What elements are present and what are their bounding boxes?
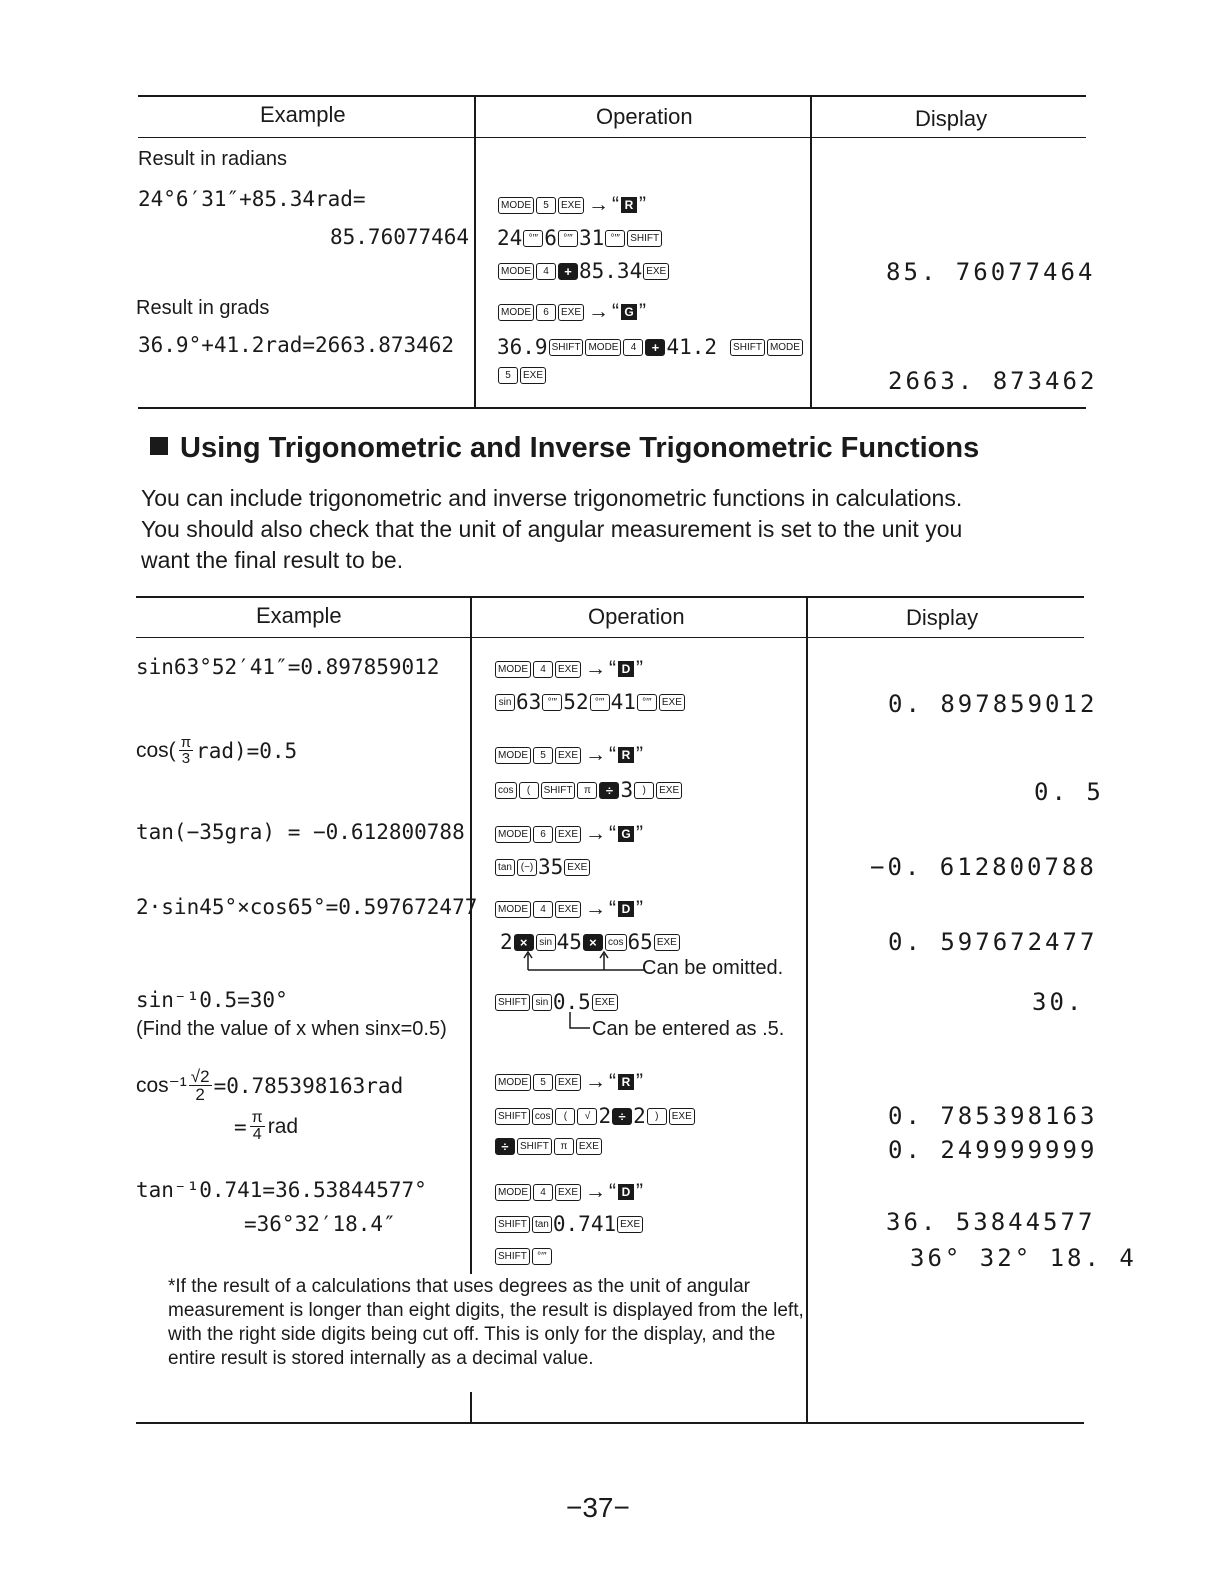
acos-text: cos⁻¹	[136, 1074, 187, 1097]
acos-op-line1: MODE 5 EXE → “ R ”	[494, 1070, 643, 1094]
page-number: −37−	[566, 1492, 630, 1523]
asin-expression: sin⁻¹0.5=30°	[136, 988, 288, 1012]
deg-indicator: D	[618, 1184, 634, 1200]
multiply-key: ×	[514, 934, 534, 951]
mode-key: MODE	[495, 661, 531, 678]
cos-key: cos	[495, 782, 517, 799]
shift-key: SHIFT	[495, 1248, 530, 1265]
sin-expression: sin63°52′41″=0.897859012	[136, 655, 440, 679]
fraction-denominator: 3	[181, 750, 191, 767]
omit-note: Can be omitted.	[642, 957, 784, 979]
op-number: 6	[544, 226, 557, 250]
digit-key: 4	[623, 339, 643, 356]
atan-expression: tan⁻¹0.741=36.53844577°	[136, 1178, 427, 1202]
arrow-icon: →	[585, 657, 607, 680]
multiply-key: ×	[583, 934, 603, 951]
exe-key: EXE	[520, 367, 546, 384]
op-number: 31	[578, 226, 605, 250]
atan-display-2: 36° 32° 18. 4	[910, 1244, 1137, 1272]
sqrt-key: √	[577, 1108, 597, 1125]
exe-key: EXE	[576, 1138, 602, 1155]
fraction	[179, 735, 193, 766]
open-paren-key: (	[555, 1108, 575, 1125]
pi-key: π	[577, 782, 597, 799]
tan-expression: tan(−35gra) = −0.612800788	[136, 820, 465, 844]
arrow-icon: →	[585, 1070, 607, 1093]
tan-display: −0. 612800788	[870, 853, 1097, 881]
omit-pointer-icon	[520, 950, 650, 972]
divide-key: ÷	[612, 1108, 632, 1125]
rad-indicator: R	[618, 1074, 634, 1090]
mode-key: MODE	[767, 339, 803, 356]
table2-header-example: Example	[256, 603, 342, 628]
digit-key: 6	[533, 826, 553, 843]
op-number: 2	[598, 1104, 612, 1128]
exe-key: EXE	[659, 694, 685, 711]
op-number: 24	[497, 226, 523, 250]
sin-display: 0. 897859012	[888, 690, 1098, 718]
square-bullet-icon	[150, 437, 168, 455]
section-title-text: Using Trigonometric and Inverse Trigonometric Functions	[180, 432, 980, 464]
mode-key: MODE	[498, 197, 534, 214]
exe-key: EXE	[555, 826, 581, 843]
exe-key: EXE	[555, 661, 581, 678]
section-title	[150, 432, 979, 465]
op-number: 2	[500, 930, 513, 954]
divide-key: ÷	[495, 1138, 515, 1155]
atan-op-line3	[494, 1248, 553, 1265]
divide-key: ÷	[599, 782, 619, 799]
grads-label: Result in grads	[136, 297, 270, 319]
exe-key: EXE	[669, 1108, 695, 1125]
op-number: 45	[556, 930, 582, 954]
shift-key: SHIFT	[730, 339, 765, 356]
table2-col-divider-1-bottom	[470, 1392, 472, 1422]
atan-display-1: 36. 53844577	[886, 1208, 1096, 1236]
asin-op	[494, 990, 619, 1014]
fraction	[189, 1068, 212, 1103]
arrow-icon: →	[585, 1180, 607, 1203]
shift-key: SHIFT	[495, 1216, 530, 1233]
op-number: 35	[538, 855, 564, 879]
arrow-icon: →	[585, 897, 607, 920]
tan-op-line2	[494, 855, 591, 879]
radians-display: 85. 76077464	[886, 258, 1096, 286]
exe-key: EXE	[555, 1074, 581, 1091]
mode-key: MODE	[495, 747, 531, 764]
exe-key: EXE	[654, 934, 680, 951]
exe-key: EXE	[617, 1216, 643, 1233]
table2-col-divider-1	[470, 596, 472, 1274]
table1-col-divider-1	[474, 95, 476, 407]
cos-text-post: rad)=0.5	[196, 738, 298, 763]
acos-expression	[136, 1068, 403, 1103]
entered-note: Can be entered as .5.	[592, 1018, 785, 1040]
digit-key: 4	[536, 263, 556, 280]
acos-text-post: =0.785398163rad	[213, 1073, 404, 1098]
radians-op-line2	[497, 226, 663, 250]
footnote: *If the result of a calculations that uses degrees as the unit of angular measurement is longer than eight digits, the result is displayed from the left, with the right side digits being cut off. This is only for the display, and the entire result is stored internally as a decimal value.	[168, 1276, 804, 1369]
dms-key: °′″	[532, 1248, 552, 1265]
deg-indicator: D	[618, 661, 634, 677]
exe-key: EXE	[555, 901, 581, 918]
arrow-icon: →	[588, 300, 610, 323]
cos-op-line1: MODE 5 EXE → “ R ”	[494, 743, 643, 767]
table2-header-operation: Operation	[588, 604, 685, 629]
cos-text: cos(	[136, 738, 176, 762]
cos-op-line2	[494, 778, 683, 802]
intro-line-2: You should also check that the unit of angular measurement is set to the unit you	[141, 516, 963, 542]
op-number: 85.34	[579, 259, 643, 283]
digit-key: 4	[533, 901, 553, 918]
op-number: 2	[633, 1104, 646, 1128]
arrow-icon: →	[585, 822, 607, 845]
table2-header-divider	[136, 637, 1084, 638]
mode-key: MODE	[495, 1184, 531, 1201]
grads-op-line3	[497, 367, 547, 384]
atan-op-line1: MODE 4 EXE → “ D ”	[494, 1180, 643, 1204]
digit-key: 4	[533, 1184, 553, 1201]
product-op-line1: MODE 4 EXE → “ D ”	[494, 897, 643, 921]
cos-key: cos	[605, 934, 627, 951]
shift-key: SHIFT	[495, 1108, 530, 1125]
table1-col-divider-2	[810, 95, 812, 407]
product-display: 0. 597672477	[888, 928, 1098, 956]
gra-indicator: G	[621, 304, 637, 320]
plus-key: +	[645, 339, 665, 356]
tan-key: tan	[532, 1216, 552, 1233]
tan-op-line1: MODE 6 EXE → “ G ”	[494, 822, 643, 846]
deg-indicator: D	[618, 901, 634, 917]
table1-bottom-border	[138, 407, 1086, 409]
table1-header-display: Display	[915, 106, 988, 131]
cos-display: 0. 5	[1034, 778, 1104, 806]
negative-key: (−)	[517, 859, 537, 876]
asin-subtext: (Find the value of x when sinx=0.5)	[136, 1018, 447, 1040]
digit-key: 5	[536, 197, 556, 214]
radians-op-line1: MODE 5 EXE → “ R ”	[497, 193, 646, 217]
dms-key: °′″	[542, 694, 562, 711]
digit-key: 5	[498, 367, 518, 384]
gra-indicator: G	[618, 826, 634, 842]
table1-header-operation: Operation	[596, 104, 693, 129]
table1-header-divider	[138, 137, 1086, 138]
exe-key: EXE	[555, 1184, 581, 1201]
acos-op-line2	[494, 1104, 696, 1128]
digit-key: 6	[536, 304, 556, 321]
dms-key: °′″	[523, 230, 543, 247]
dms-key: °′″	[558, 230, 578, 247]
mode-key: MODE	[498, 304, 534, 321]
radians-label: Result in radians	[138, 148, 287, 170]
sin-key: sin	[532, 994, 552, 1011]
mode-key: MODE	[498, 263, 534, 280]
op-number: 52	[563, 690, 589, 714]
intro-line-3: want the final result to be.	[141, 547, 404, 573]
sin-key: sin	[536, 934, 556, 951]
shift-key: SHIFT	[541, 782, 576, 799]
shift-key: SHIFT	[517, 1138, 552, 1155]
shift-key: SHIFT	[549, 339, 584, 356]
op-number: 0.5	[552, 990, 591, 1014]
mode-key: MODE	[495, 901, 531, 918]
acos-op-line3	[494, 1138, 603, 1155]
exe-key: EXE	[592, 994, 618, 1011]
shift-key: SHIFT	[495, 994, 530, 1011]
sin-op-line2	[494, 690, 686, 714]
exe-key: EXE	[656, 782, 682, 799]
table2-header-display: Display	[906, 605, 979, 630]
exe-key: EXE	[558, 197, 584, 214]
atan-op-line2	[494, 1212, 644, 1236]
shift-key: SHIFT	[627, 230, 662, 247]
table2-top-border	[136, 596, 1084, 598]
plus-key: +	[558, 263, 578, 280]
asin-display: 30.	[1032, 988, 1085, 1016]
fraction	[250, 1110, 265, 1143]
op-number: 41	[610, 690, 636, 714]
grads-op-line2	[497, 335, 804, 359]
rad-indicator: R	[621, 197, 637, 213]
pi-key: π	[554, 1138, 574, 1155]
cos-key: cos	[532, 1108, 554, 1125]
exe-key: EXE	[643, 263, 669, 280]
fraction-numerator: π	[180, 734, 192, 751]
mode-key: MODE	[495, 826, 531, 843]
op-number: 36.9	[497, 335, 548, 359]
close-paren-key: )	[634, 782, 654, 799]
cos-expression	[136, 735, 297, 766]
acos-display-1: 0. 785398163	[888, 1102, 1098, 1130]
mode-key: MODE	[585, 339, 621, 356]
product-expression: 2·sin45°×cos65°=0.597672477	[136, 895, 478, 919]
mode-key: MODE	[495, 1074, 531, 1091]
arrow-icon: →	[588, 193, 610, 216]
sin-key: sin	[495, 694, 515, 711]
fraction-denominator: 4	[252, 1126, 262, 1143]
dms-key: °′″	[590, 694, 610, 711]
dms-key: °′″	[605, 230, 625, 247]
table1-top-border	[138, 95, 1086, 97]
arrow-icon: →	[585, 743, 607, 766]
equals-text: =	[234, 1114, 247, 1139]
acos-display-2: 0. 249999999	[888, 1136, 1098, 1164]
acos-expression-line2	[234, 1110, 298, 1143]
op-number: 41.2	[666, 335, 718, 359]
fraction-denominator: 2	[195, 1085, 205, 1104]
entered-pointer-icon	[566, 1010, 592, 1032]
close-paren-key: )	[647, 1108, 667, 1125]
digit-key: 5	[533, 1074, 553, 1091]
rad-indicator: R	[618, 747, 634, 763]
op-number: 3	[620, 778, 634, 802]
digit-key: 5	[533, 747, 553, 764]
radians-expression: 24°6′31″+85.34rad=	[138, 187, 366, 211]
exe-key: EXE	[558, 304, 584, 321]
op-number: 63	[516, 690, 542, 714]
op-number: 0.741	[552, 1212, 617, 1236]
tan-key: tan	[495, 859, 515, 876]
fraction-numerator: √2	[190, 1067, 210, 1086]
radians-result: 85.76077464	[330, 225, 470, 249]
sin-op-line1: MODE 4 EXE → “ D ”	[494, 657, 643, 681]
exe-key: EXE	[564, 859, 590, 876]
table1-header-example: Example	[260, 102, 346, 127]
grads-expression: 36.9°+41.2rad=2663.873462	[138, 333, 455, 357]
dms-key: °′″	[637, 694, 657, 711]
intro-line-1: You can include trigonometric and inverse trigonometric functions in calculations.	[141, 485, 963, 511]
radians-op-line3	[497, 259, 670, 283]
digit-key: 4	[533, 661, 553, 678]
atan-expression-line2: =36°32′18.4″	[244, 1212, 396, 1236]
open-paren-key: (	[519, 782, 539, 799]
exe-key: EXE	[555, 747, 581, 764]
table2-bottom-border	[136, 1422, 1084, 1424]
op-number: 65	[627, 930, 653, 954]
rad-text: rad	[267, 1114, 299, 1138]
fraction-numerator: π	[251, 1109, 263, 1126]
grads-op-line1: MODE 6 EXE → “ G ”	[497, 300, 646, 324]
grads-display: 2663. 873462	[888, 367, 1098, 395]
